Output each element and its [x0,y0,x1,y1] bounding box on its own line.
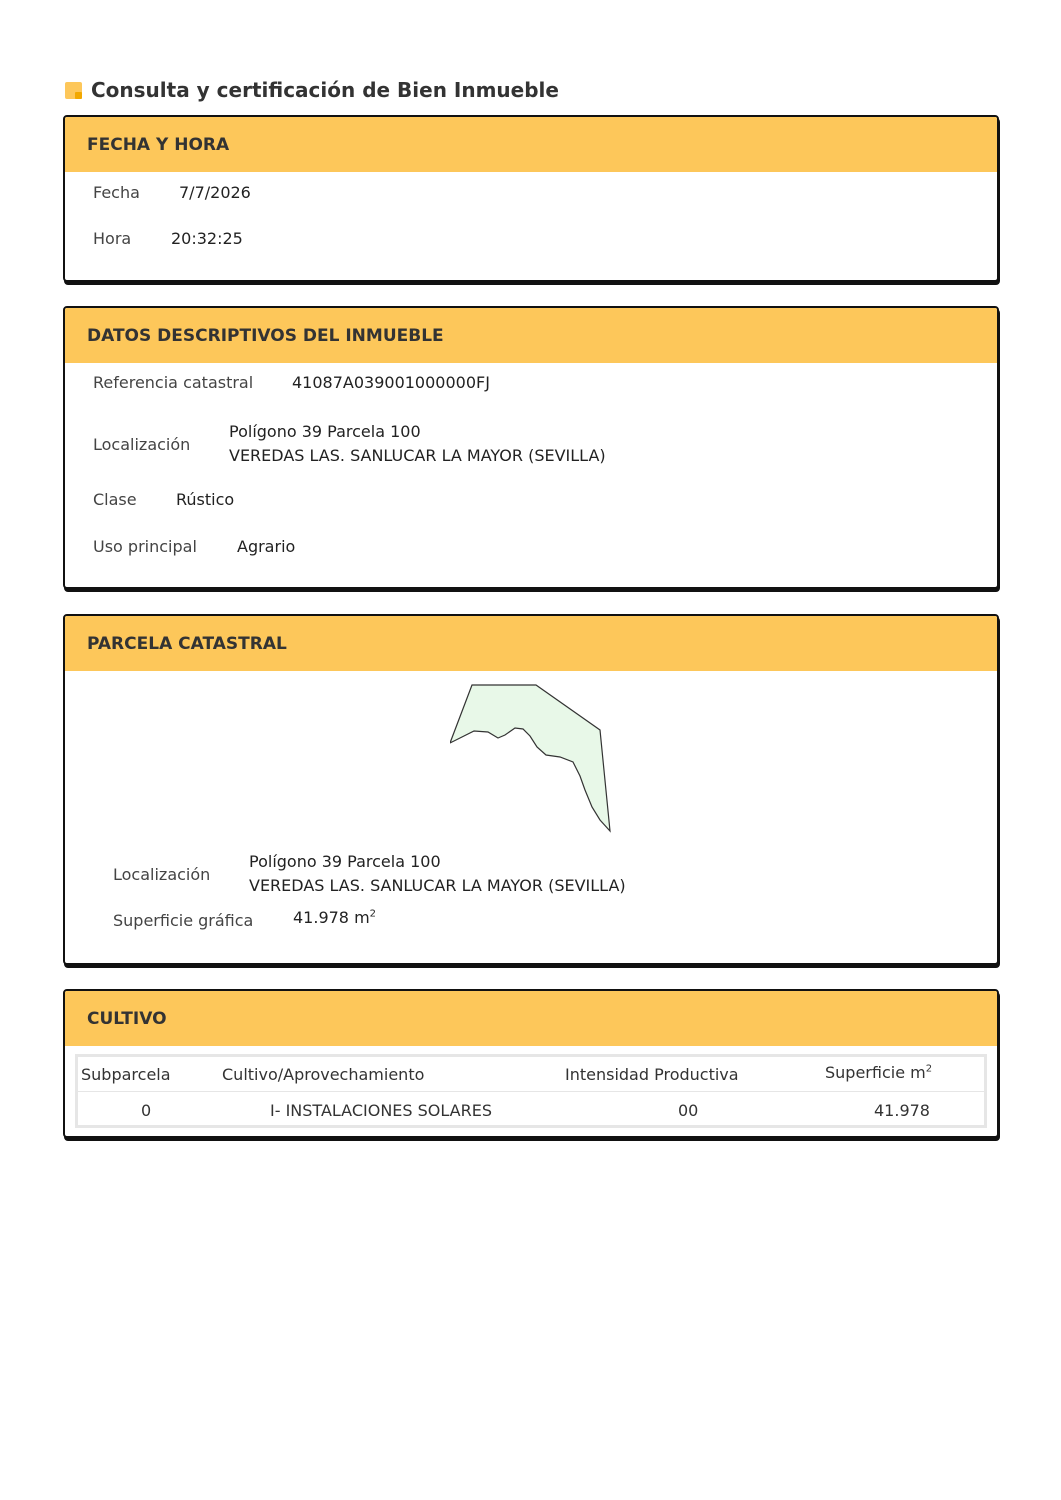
col-subparcela: Subparcela [81,1065,171,1084]
parcel-map [450,682,620,837]
datos-descriptivos-panel [63,306,999,589]
hora-value: 20:32:25 [171,229,243,248]
clase-row [93,490,234,509]
datos-header: DATOS DESCRIPTIVOS DEL INMUEBLE [65,308,997,363]
parcela-localizacion-label: Localización [113,864,211,884]
fecha-hora-panel [63,115,999,282]
uso-label: Uso principal [93,537,197,556]
parcela-localizacion-line1: Polígono 39 Parcela 100 [249,852,441,871]
superficie-exp: 2 [369,908,377,920]
fecha-row [93,183,251,202]
cell-intensidad: 00 [678,1101,699,1120]
parcela-header: PARCELA CATASTRAL [65,616,997,671]
cultivo-table [75,1054,987,1128]
cell-subparcela: 0 [141,1101,152,1120]
hora-label: Hora [93,229,132,248]
superficie-label: Superficie gráfica [113,911,254,930]
localizacion-line1: Polígono 39 Parcela 100 [229,422,421,441]
fecha-label: Fecha [93,183,140,202]
col-cultivo: Cultivo/Aprovechamiento [222,1065,425,1084]
superficie-value: 41.978 $m^2$ [293,908,377,927]
parcela-catastral-panel [63,614,999,965]
col-superficie: Superficie $m^2$ [825,1063,933,1082]
superficie-row [113,908,377,930]
cultivo-header: CULTIVO [65,991,997,1046]
fecha-hora-header: FECHA Y HORA [65,117,997,172]
parcela-localizacion-row [113,850,626,898]
referencia-label: Referencia catastral [93,373,254,392]
parcel-shape [450,685,610,831]
col-intensidad: Intensidad Productiva [565,1065,739,1084]
localizacion-row [93,420,606,468]
localizacion-label: Localización [93,434,191,454]
clase-value: Rústico [176,490,235,509]
parcela-localizacion-line2: VEREDAS LAS. SANLUCAR LA MAYOR (SEVILLA) [249,876,626,895]
referencia-value: 41087A039001000000FJ [292,373,490,392]
cultivo-panel [63,989,999,1138]
referencia-row [93,373,490,392]
cell-cultivo: I- INSTALACIONES SOLARES [270,1101,493,1120]
page-title-text: Consulta y certificación de Bien Inmueble [91,78,559,102]
page-title [65,78,559,102]
cell-superficie: 41.978 [874,1101,930,1120]
fecha-value: 7/7/2026 [179,183,251,202]
uso-value: Agrario [237,537,296,556]
clase-label: Clase [93,490,137,509]
hora-row [93,229,243,248]
document-icon [65,82,82,99]
uso-row [93,537,295,556]
table-header-separator [78,1091,984,1092]
localizacion-line2: VEREDAS LAS. SANLUCAR LA MAYOR (SEVILLA) [229,446,606,465]
